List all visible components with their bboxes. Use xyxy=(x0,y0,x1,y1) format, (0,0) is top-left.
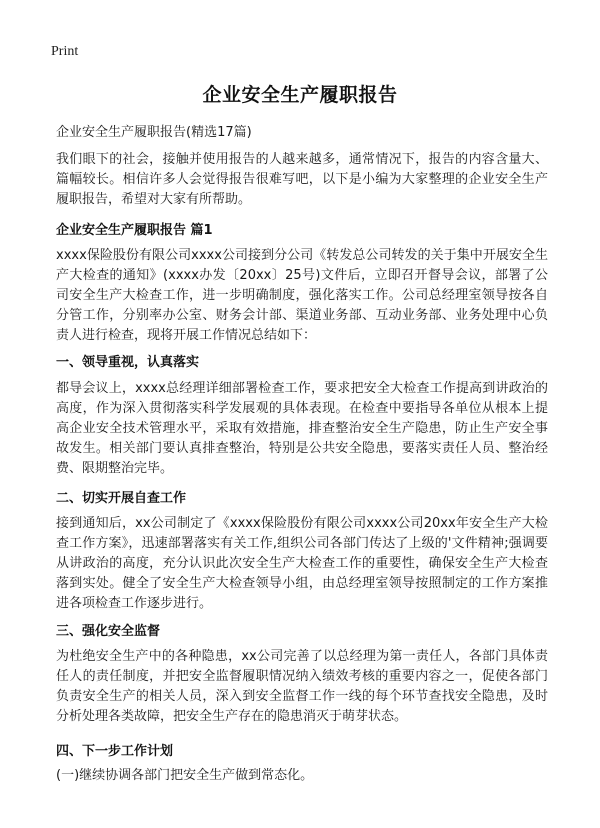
print-link[interactable]: Print xyxy=(51,44,79,59)
heading-1: 一、领导重视，认真落实 xyxy=(56,355,200,370)
heading-3: 三、强化安全监督 xyxy=(56,624,161,639)
paragraph-3: 接到通知后，xx公司制定了《xxxx保险股份有限公司xxxx公司20xx年安全生产大检查工作方案》，迅速部署落实有关工作,组织公司各部门传达了上级的'文件精神;强调要从讲政治的高度，充分认识此次安全生产大检查工作的重要性，确保安全生产大检查落到实处。健全了安全生产大检查领导小组，由总经理室领导按照制定的工作方案推进各项检查工作逐步进行。 xyxy=(56,516,548,611)
paragraph-1: xxxx保险股份有限公司xxxx公司接到分公司《转发总公司转发的关于集中开展安全生产大检查的通知》(xxxx办发〔20xx〕25号)文件后，立即召开督导会议，部署了公司安全生产大检查工作，进一步明确制度，强化落实工作。公司总经理室领导按各自分管工作，分别率办公室、财务会计部、渠道业务部、互动业务部、业务处理中心负责人进行检查，现将开展工作情况总结如下： xyxy=(56,248,548,343)
subtitle: 企业安全生产履职报告(精选17篇) xyxy=(56,125,252,140)
page-title: 企业安全生产履职报告 xyxy=(202,84,398,106)
paragraph-2: 都导会议上，xxxx总经理详细部署检查工作，要求把安全大检查工作提高到讲政治的高度，作为深入贯彻落实科学发展观的具体表现。在检查中要指导各单位从根本上提高企业安全技术管理水平，采取有效措施，排查整治安全生产隐患，防止生产安全事故发生。相关部门要认真排查整治，特别是公共安全隐患，要落实责任人员、整治经费、限期整治完毕。 xyxy=(56,381,548,476)
paragraph-5: (一)继续协调各部门把安全生产做到常态化。 xyxy=(56,768,314,783)
heading-2: 二、切实开展自查工作 xyxy=(56,491,187,506)
intro-paragraph: 我们眼下的社会，接触并使用报告的人越来越多，通常情况下，报告的内容含量大、篇幅较长。相信许多人会觉得报告很难写吧，以下是小编为大家整理的企业安全生产履职报告，希望对大家有所帮助。 xyxy=(56,152,548,207)
paragraph-4: 为杜绝安全生产中的各种隐患，xx公司完善了以总经理为第一责任人，各部门具体责任人的责任制度，并把安全监督履职情况纳入绩效考核的重要内容之一，促使各部门负责安全生产的相关人员，深入到安全监督工作一线的每个环节查找安全隐患，及时分析处理各类故障，把安全生产存在的隐患消灭于萌芽状态。 xyxy=(56,649,548,724)
heading-4: 四、下一步工作计划 xyxy=(56,744,174,759)
section-title: 企业安全生产履职报告 篇1 xyxy=(56,223,213,238)
